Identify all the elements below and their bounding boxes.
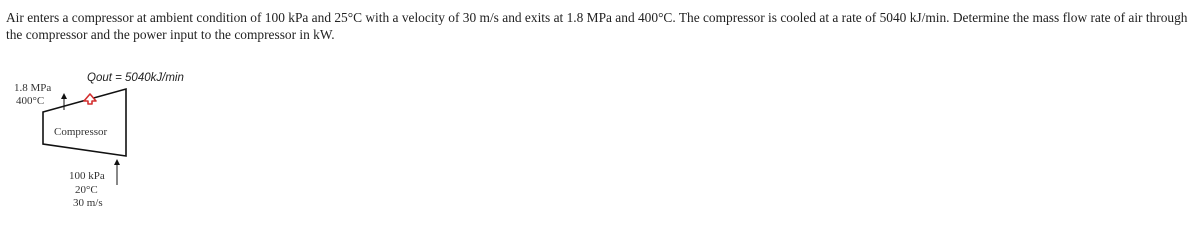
inlet-velocity-label: 30 m/s (73, 197, 103, 209)
problem-statement: Air enters a compressor at ambient condition of 100 kPa and 25°C with a velocity of 30 m/s and exits at 1.8 MPa and 400°C. The compressor is cooled at a rate of 5040 kJ/min. Determine the mass flow rate of air through the compressor and the power input to the compressor in kW. (6, 10, 1188, 42)
inlet-arrow-head (114, 159, 120, 165)
compressor-label: Compressor (54, 126, 108, 138)
compressor-figure (0, 68, 220, 224)
inlet-temperature-label: 20°C (75, 184, 98, 196)
outlet-arrow-head (61, 93, 67, 99)
compressor-body (43, 89, 126, 156)
outlet-pressure-label: 1.8 MPa (14, 82, 52, 94)
heat-rate-label: Qout = 5040kJ/min (87, 72, 184, 84)
inlet-pressure-label: 100 kPa (69, 170, 105, 182)
outlet-temperature-label: 400°C (16, 95, 45, 107)
